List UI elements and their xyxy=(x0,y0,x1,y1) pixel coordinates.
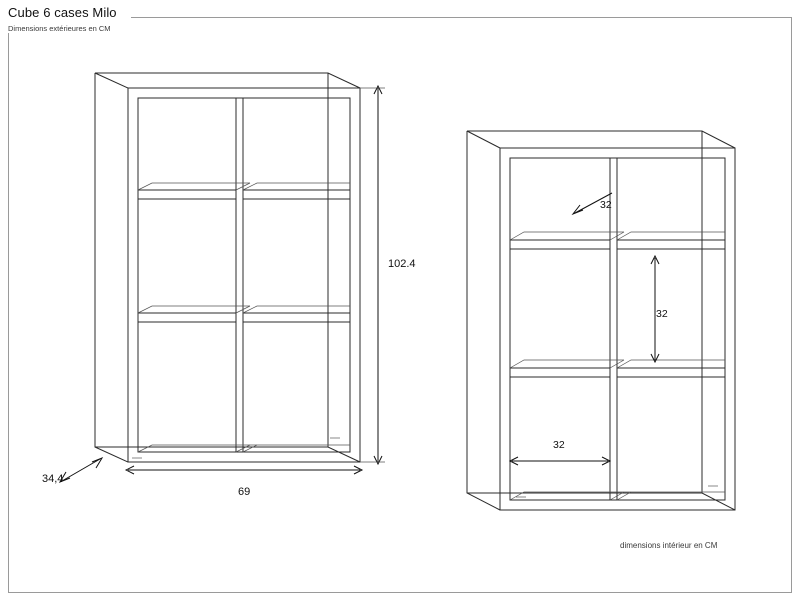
dim-label-cell-width: 32 xyxy=(553,439,565,451)
left-shelf-drawing xyxy=(60,73,385,482)
footer-note: dimensions intérieur en CM xyxy=(620,541,718,550)
right-shelf-drawing xyxy=(467,131,735,510)
dim-label-width: 69 xyxy=(238,486,251,498)
dim-label-height: 102.4 xyxy=(388,258,416,270)
dim-label-cell-height: 32 xyxy=(656,308,668,320)
dim-label-cell-depth: 32 xyxy=(600,199,612,211)
page-subtitle: Dimensions extérieures en CM xyxy=(8,24,111,33)
page-title: Cube 6 cases Milo xyxy=(8,5,117,20)
dim-label-depth: 34,4 xyxy=(42,473,64,485)
